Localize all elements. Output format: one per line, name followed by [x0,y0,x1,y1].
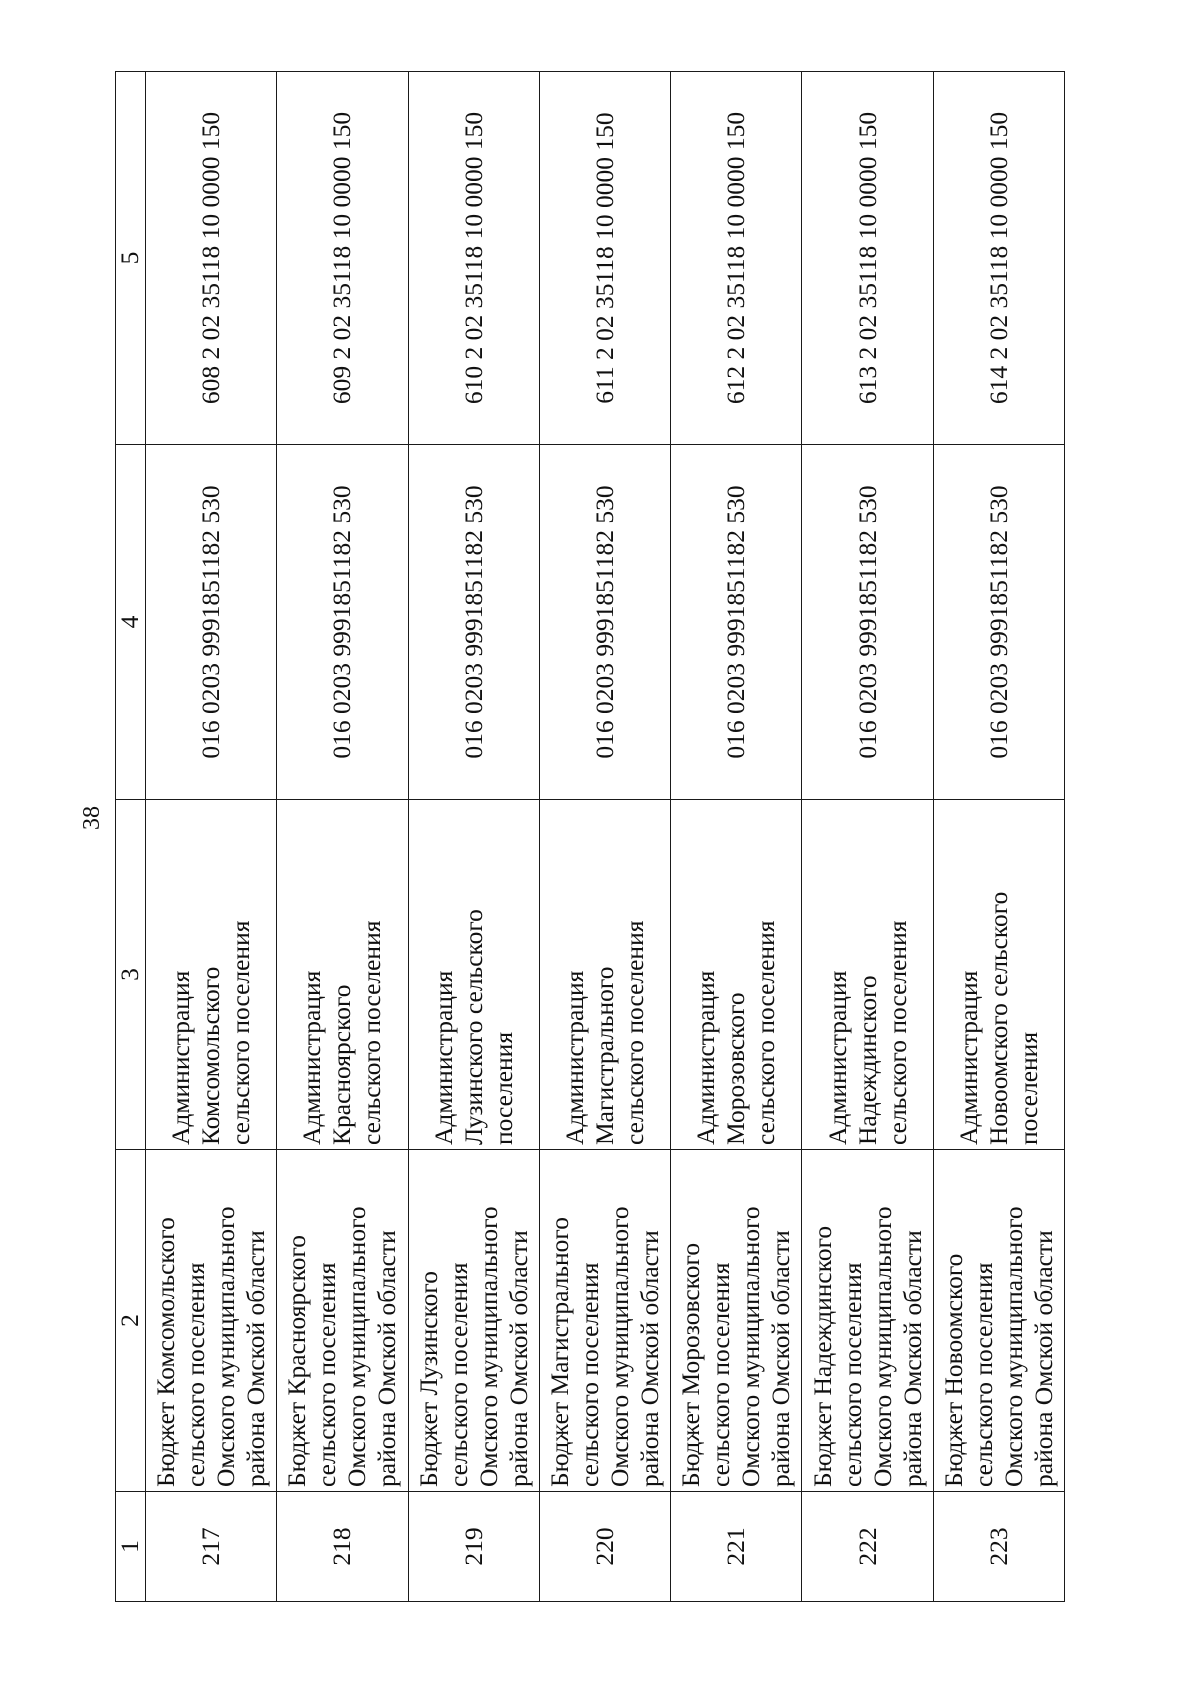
text-line: Омского муниципального [604,1206,634,1487]
table-row [933,72,1064,1602]
text-line: Администрация [559,970,589,1145]
header-cell: 4 [116,445,146,800]
text-line: сельского поселения [706,1262,736,1487]
row-number: 218 [277,1492,408,1602]
text-line: сельского поселения [226,920,256,1145]
rotated-table-container [115,72,1065,1602]
text-line: Бюджет Новоомского [938,1253,968,1487]
income-code: 608 2 02 35118 10 0000 150 [145,72,276,445]
table-header-row [116,72,146,1602]
expense-code: 016 0203 9991851182 530 [408,445,539,800]
text-line: Бюджет Красноярского [282,1234,312,1487]
administrator-name [539,800,670,1150]
text-line: Бюджет Морозовского [676,1242,706,1487]
administrator-name [671,800,802,1150]
administrator-name [933,800,1064,1150]
expense-code: 016 0203 9991851182 530 [539,445,670,800]
expense-code: 016 0203 9991851182 530 [671,445,802,800]
income-code: 609 2 02 35118 10 0000 150 [277,72,408,445]
text-line: Омского муниципального [211,1206,241,1487]
text-line: Красноярского [327,984,357,1145]
budget-name [539,1150,670,1492]
text-line: Администрация [953,970,983,1145]
table-row [802,72,933,1602]
table-row [408,72,539,1602]
income-code: 611 2 02 35118 10 0000 150 [539,72,670,445]
expense-code: 016 0203 9991851182 530 [145,445,276,800]
header-cell: 1 [116,1492,146,1602]
income-code: 612 2 02 35118 10 0000 150 [671,72,802,445]
text-line: Бюджет Магистрального [544,1217,574,1487]
text-line: сельского поселения [574,1262,604,1487]
row-number: 222 [802,1492,933,1602]
row-number: 219 [408,1492,539,1602]
budget-name [933,1150,1064,1492]
header-cell: 2 [116,1150,146,1492]
text-line: Администрация [166,970,196,1145]
text-line: района Омской области [897,1230,927,1487]
text-line: Омского муниципального [998,1206,1028,1487]
text-line: сельского поселения [312,1262,342,1487]
expense-code: 016 0203 9991851182 530 [933,445,1064,800]
administrator-name [802,800,933,1150]
expense-code: 016 0203 9991851182 530 [802,445,933,800]
text-line: поселения [488,1031,518,1145]
text-line: сельского поселения [619,920,649,1145]
text-line: района Омской области [241,1230,271,1487]
text-line: Лузинского сельского [458,909,488,1145]
expense-code: 016 0203 9991851182 530 [277,445,408,800]
text-line: Омского муниципального [473,1206,503,1487]
text-line: сельского поселения [882,920,912,1145]
header-cell: 3 [116,800,146,1150]
text-line: Комсомольского [196,966,226,1145]
text-line: сельского поселения [181,1262,211,1487]
text-line: района Омской области [503,1230,533,1487]
text-line: Морозовского [721,992,751,1145]
text-line: Бюджет Комсомольского [151,1217,181,1487]
text-line: сельского поселения [357,920,387,1145]
table-row [539,72,670,1602]
text-line: района Омской области [634,1230,664,1487]
row-number: 223 [933,1492,1064,1602]
income-code: 610 2 02 35118 10 0000 150 [408,72,539,445]
text-line: района Омской области [1028,1230,1058,1487]
table-row [277,72,408,1602]
text-line: Администрация [428,970,458,1145]
income-code: 614 2 02 35118 10 0000 150 [933,72,1064,445]
table-row [671,72,802,1602]
page-number: 38 [79,806,105,830]
administrator-name [408,800,539,1150]
text-line: Омского муниципального [736,1206,766,1487]
text-line: поселения [1013,1031,1043,1145]
budget-name [277,1150,408,1492]
header-cell: 5 [116,72,146,445]
row-number: 217 [145,1492,276,1602]
text-line: Новоомского сельского [983,891,1013,1145]
text-line: района Омской области [372,1230,402,1487]
text-line: Администрация [691,970,721,1145]
text-line: Бюджет Лузинского [413,1270,443,1487]
budget-name [802,1150,933,1492]
budget-name [145,1150,276,1492]
income-code: 613 2 02 35118 10 0000 150 [802,72,933,445]
text-line: Администрация [297,970,327,1145]
text-line: Магистрального [589,966,619,1145]
text-line: Бюджет Надеждинского [807,1225,837,1487]
budget-name [671,1150,802,1492]
text-line: района Омской области [766,1230,796,1487]
text-line: Надеждинского [852,975,882,1145]
row-number: 221 [671,1492,802,1602]
administrator-name [277,800,408,1150]
text-line: сельского поселения [837,1262,867,1487]
text-line: сельского поселения [968,1262,998,1487]
administrator-name [145,800,276,1150]
budget-name [408,1150,539,1492]
text-line: Администрация [822,970,852,1145]
text-line: Омского муниципального [867,1206,897,1487]
budget-table [115,71,1065,1602]
text-line: сельского поселения [443,1262,473,1487]
table-row [145,72,276,1602]
text-line: Омского муниципального [342,1206,372,1487]
row-number: 220 [539,1492,670,1602]
text-line: сельского поселения [751,920,781,1145]
